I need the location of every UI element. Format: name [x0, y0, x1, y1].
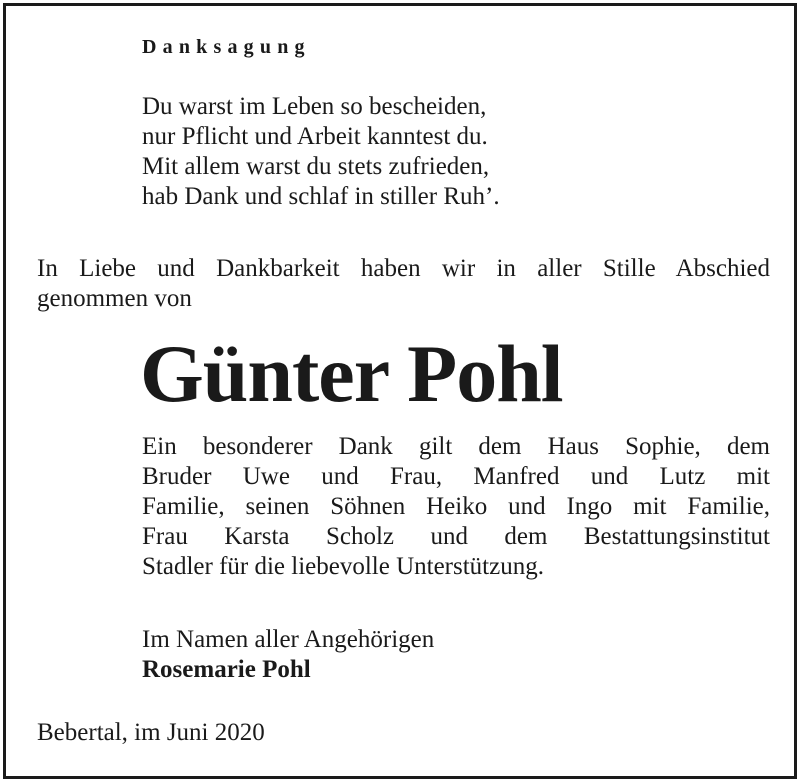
thanks-paragraph — [142, 432, 770, 582]
notice-heading: Danksagung — [142, 36, 311, 58]
poem-verse — [142, 92, 500, 212]
thanks-line: Frau Karsta Scholz und dem Bestattungsinstitut — [142, 523, 770, 550]
poem-line: nur Pflicht und Arbeit kanntest du. — [142, 123, 488, 150]
poem-line: Mit allem warst du stets zufrieden, — [142, 153, 490, 180]
thanks-line: Familie, seinen Söhnen Heiko und Ingo mit Familie, — [142, 493, 770, 520]
poem-line: hab Dank und schlaf in stiller Ruh’. — [142, 183, 500, 210]
intro-text — [37, 254, 770, 314]
signature-block — [142, 625, 434, 685]
deceased-name: Günter Pohl — [140, 328, 563, 419]
thanks-line: Stadler für die liebevolle Unterstützung. — [142, 553, 544, 580]
signer-name: Rosemarie Pohl — [142, 656, 311, 683]
thanks-line: Ein besonderer Dank gilt dem Haus Sophie, dem — [142, 433, 770, 460]
closing-text: Im Namen aller Angehörigen — [142, 626, 435, 653]
obituary-notice — [3, 3, 797, 779]
place-date: Bebertal, im Juni 2020 — [37, 719, 265, 746]
intro-line: In Liebe und Dankbarkeit haben wir in aller Stille Abschied — [37, 255, 770, 282]
thanks-line: Bruder Uwe und Frau, Manfred und Lutz mit — [142, 463, 770, 490]
poem-line: Du warst im Leben so bescheiden, — [142, 93, 487, 120]
intro-line: genommen von — [37, 285, 192, 312]
